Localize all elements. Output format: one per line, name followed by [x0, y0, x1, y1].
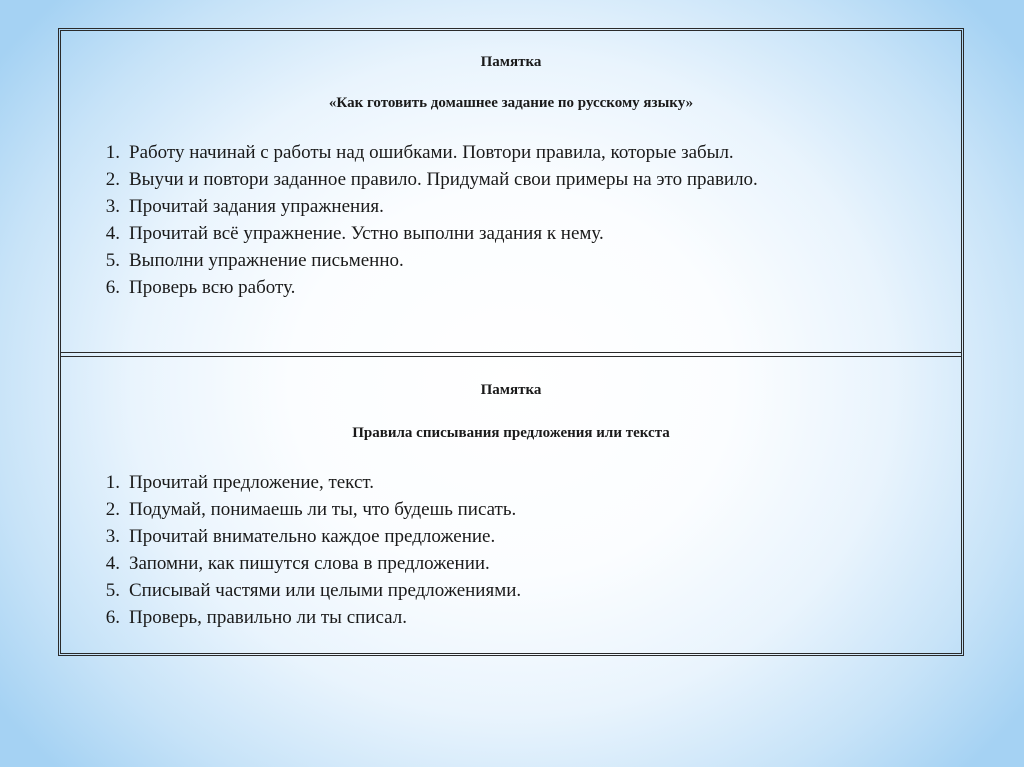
memo-copying [61, 357, 961, 653]
list-item [61, 496, 961, 523]
list-item-number: 4. [105, 553, 120, 574]
list-item-text: Прочитай предложение, текст. [129, 472, 374, 493]
memo-homework-list [61, 139, 961, 301]
list-item-number: 5. [105, 580, 120, 601]
list-item [61, 193, 961, 220]
list-item-text: Прочитай внимательно каждое предложение. [129, 526, 496, 547]
list-item-number: 2. [105, 499, 120, 520]
list-item [61, 523, 961, 550]
list-item-number: 6. [105, 277, 120, 298]
list-item-text: Проверь, правильно ли ты списал. [129, 607, 407, 628]
list-item-number: 3. [105, 196, 120, 217]
list-item [61, 577, 961, 604]
memo-copying-list [61, 469, 961, 631]
list-item [61, 166, 961, 193]
memo-homework-heading: Памятка [480, 54, 542, 70]
list-item-number: 2. [105, 169, 120, 190]
list-item [61, 604, 961, 631]
list-item-text: Списывай частями или целыми предложениями. [129, 580, 522, 601]
list-item-number: 3. [105, 526, 120, 547]
list-item-number: 5. [105, 250, 120, 271]
memo-copying-title: Правила списывания предложения или текста [352, 425, 670, 441]
list-item-number: 1. [105, 142, 120, 163]
list-item [61, 220, 961, 247]
memo-copying-heading: Памятка [480, 382, 542, 398]
list-item-text: Запомни, как пишутся слова в предложении. [129, 553, 490, 574]
list-item [61, 550, 961, 577]
list-item [61, 469, 961, 496]
list-item-text: Подумай, понимаешь ли ты, что будешь писать. [129, 499, 517, 520]
list-item-text: Проверь всю работу. [129, 277, 296, 298]
list-item-number: 1. [105, 472, 120, 493]
list-item [61, 139, 961, 166]
list-item-text: Выполни упражнение письменно. [129, 250, 404, 271]
list-item-text: Прочитай всё упражнение. Устно выполни задания к нему. [129, 223, 604, 244]
memo-homework-title: «Как готовить домашнее задание по русскому языку» [328, 95, 694, 111]
list-item [61, 247, 961, 274]
memo-table [58, 28, 964, 656]
list-item-text: Прочитай задания упражнения. [129, 196, 384, 217]
list-item [61, 274, 961, 301]
list-item-number: 4. [105, 223, 120, 244]
list-item-text: Выучи и повтори заданное правило. Придумай свои примеры на это правило. [129, 169, 758, 190]
list-item-text: Работу начинай с работы над ошибками. Повтори правила, которые забыл. [129, 142, 734, 163]
memo-homework [61, 31, 961, 353]
list-item-number: 6. [105, 607, 120, 628]
